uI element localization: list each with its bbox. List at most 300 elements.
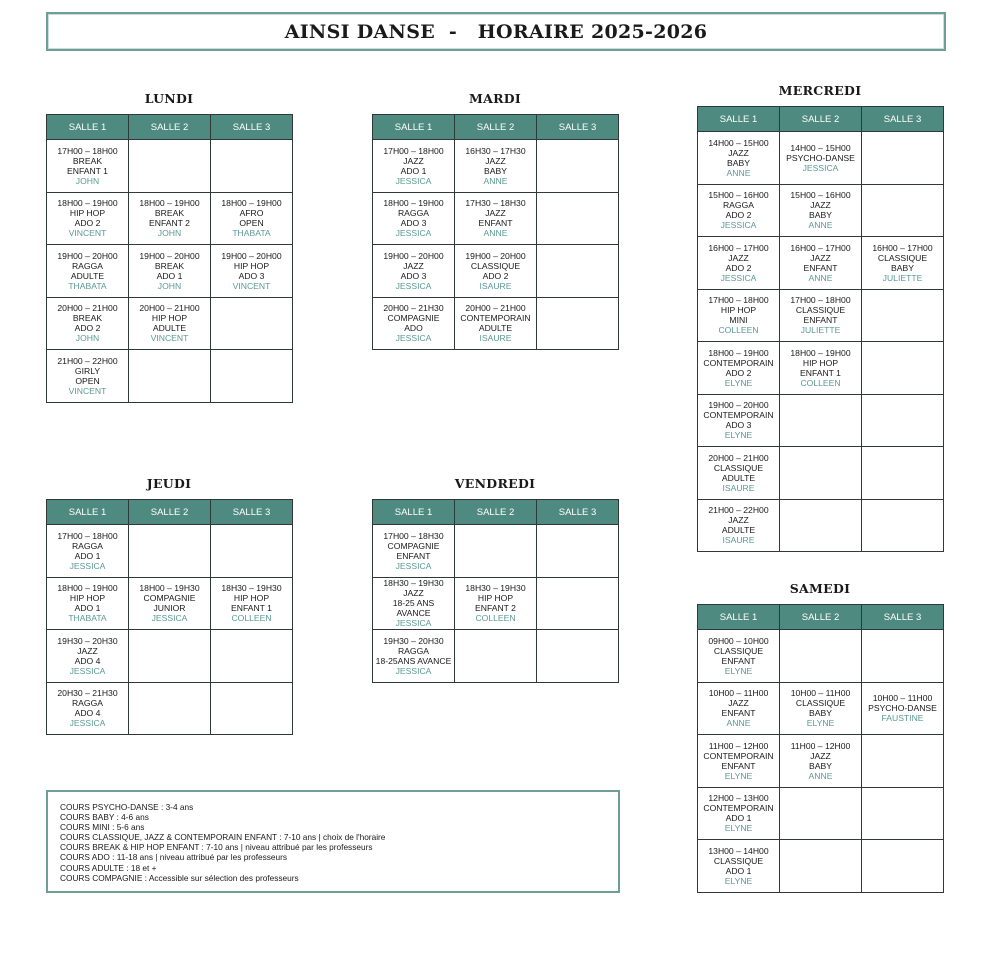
- class-course: JAZZ: [485, 208, 506, 219]
- class-time: 11H00 – 12H00: [790, 740, 851, 751]
- class-time: 17H00 – 18H00: [790, 295, 851, 306]
- room-header: SALLE 2: [455, 500, 537, 525]
- class-course: HIP HOP: [151, 313, 188, 324]
- empty-cell: [862, 342, 944, 395]
- empty-cell: [455, 525, 537, 578]
- legend-line: COURS CLASSIQUE, JAZZ & CONTEMPORAIN ENFANT : 7-10 ans | choix de l'horaire: [60, 832, 386, 843]
- class-level: ADO 3: [400, 270, 427, 281]
- schedule-table-mardi: [372, 114, 619, 350]
- empty-cell: [862, 735, 944, 788]
- class-level: ADO 2: [725, 262, 752, 273]
- class-course: HIP HOP: [69, 208, 106, 219]
- room-header: SALLE 1: [698, 107, 780, 132]
- class-course: JAZZ: [728, 698, 749, 709]
- class-course: PSYCHO-DANSE: [868, 703, 937, 714]
- schedule-table-lundi: [46, 114, 293, 403]
- class-cell: [698, 499, 780, 552]
- class-course: JAZZ: [485, 155, 506, 166]
- class-course: CLASSIQUE: [795, 698, 846, 709]
- class-teacher: JESSICA: [69, 718, 106, 729]
- class-cell: [780, 735, 862, 788]
- class-course: JAZZ: [403, 260, 424, 271]
- class-cell: [47, 525, 129, 578]
- empty-cell: [129, 140, 211, 193]
- class-teacher: JESSICA: [395, 280, 432, 291]
- class-cell: [129, 577, 211, 630]
- class-time: 16H00 – 17H00: [708, 242, 769, 253]
- class-teacher: THABATA: [68, 613, 107, 624]
- class-teacher: JESSICA: [395, 560, 432, 571]
- class-cell: [47, 297, 129, 350]
- class-cell: [211, 577, 293, 630]
- empty-cell: [862, 184, 944, 237]
- class-course: BREAK: [154, 208, 185, 219]
- empty-cell: [862, 132, 944, 185]
- empty-cell: [780, 499, 862, 552]
- class-level: ENFANT 1: [67, 165, 108, 176]
- room-header: SALLE 1: [698, 605, 780, 630]
- class-teacher: JESSICA: [395, 175, 432, 186]
- class-time: 19H00 – 20H00: [139, 250, 200, 261]
- class-cell: [455, 577, 537, 630]
- room-header: SALLE 3: [862, 605, 944, 630]
- class-teacher: ELYNE: [724, 665, 753, 676]
- class-extra: AVANCE: [396, 608, 431, 619]
- empty-cell: [537, 245, 619, 298]
- class-cell: [698, 447, 780, 500]
- class-time: 16H30 – 17H30: [465, 145, 526, 156]
- class-course: HIP HOP: [720, 305, 757, 316]
- class-teacher: VINCENT: [68, 385, 107, 396]
- room-header: SALLE 1: [373, 500, 455, 525]
- day-title-jeudi: JEUDI: [146, 476, 192, 491]
- class-teacher: JOHN: [75, 333, 100, 344]
- class-cell: [47, 140, 129, 193]
- class-level: ENFANT: [803, 315, 838, 326]
- empty-cell: [129, 682, 211, 735]
- class-level: 18-25ANS AVANCE: [375, 655, 452, 666]
- class-teacher: ANNE: [483, 175, 508, 186]
- class-level: ADO: [404, 323, 423, 334]
- class-level: ENFANT: [721, 655, 756, 666]
- class-cell: [698, 682, 780, 735]
- class-level: BABY: [484, 165, 507, 176]
- class-teacher: JOHN: [157, 280, 182, 291]
- class-level: OPEN: [239, 218, 264, 229]
- room-header: SALLE 1: [47, 115, 129, 140]
- empty-cell: [862, 289, 944, 342]
- class-course: BREAK: [72, 313, 103, 324]
- class-level: MINI: [729, 315, 748, 326]
- class-teacher: JESSICA: [69, 665, 106, 676]
- class-time: 10H00 – 11H00: [872, 693, 933, 704]
- class-course: RAGGA: [397, 208, 430, 219]
- class-time: 19H00 – 20H00: [708, 400, 769, 411]
- class-cell: [373, 140, 455, 193]
- class-course: AFRO: [239, 208, 264, 219]
- class-course: CONTEMPORAIN: [703, 803, 774, 814]
- class-level: ADO 1: [725, 865, 752, 876]
- empty-cell: [211, 682, 293, 735]
- class-teacher: JESSICA: [802, 162, 839, 173]
- class-cell: [129, 297, 211, 350]
- class-time: 18H30 – 19H30: [465, 583, 526, 594]
- class-time: 18H00 – 19H00: [57, 198, 118, 209]
- class-time: 18H00 – 19H00: [139, 198, 200, 209]
- legend-line: COURS ADULTE : 18 et +: [60, 862, 157, 873]
- class-teacher: JESSICA: [395, 228, 432, 239]
- class-time: 20H00 – 21H00: [139, 303, 200, 314]
- class-cell: [698, 184, 780, 237]
- room-header: SALLE 2: [455, 115, 537, 140]
- schedule-table-mercredi: [697, 106, 944, 552]
- class-time: 17H00 – 18H00: [708, 295, 769, 306]
- class-cell: [780, 237, 862, 290]
- class-teacher: COLLEEN: [231, 613, 272, 624]
- class-course: CONTEMPORAIN: [460, 313, 531, 324]
- class-level: BABY: [727, 157, 750, 168]
- class-level: JUNIOR: [153, 603, 186, 614]
- room-header: SALLE 2: [129, 500, 211, 525]
- class-teacher: VINCENT: [150, 333, 189, 344]
- class-course: CLASSIQUE: [877, 252, 928, 263]
- class-time: 19H00 – 20H00: [465, 250, 526, 261]
- class-level: BABY: [809, 760, 832, 771]
- class-level: ADO 3: [400, 218, 427, 229]
- class-teacher: JOHN: [75, 175, 100, 186]
- class-time: 12H00 – 13H00: [708, 793, 769, 804]
- class-teacher: ELYNE: [724, 823, 753, 834]
- class-cell: [47, 245, 129, 298]
- class-cell: [211, 245, 293, 298]
- room-header: SALLE 3: [862, 107, 944, 132]
- class-course: CONTEMPORAIN: [703, 750, 774, 761]
- page-title: AINSI DANSE - HORAIRE 2025-2026: [284, 20, 708, 43]
- class-level: BABY: [809, 708, 832, 719]
- class-time: 13H00 – 14H00: [708, 845, 769, 856]
- class-cell: [373, 192, 455, 245]
- class-teacher: ISAURE: [479, 280, 512, 291]
- class-cell: [698, 237, 780, 290]
- class-time: 15H00 – 16H00: [708, 190, 769, 201]
- class-time: 18H00 – 19H00: [383, 198, 444, 209]
- class-cell: [47, 682, 129, 735]
- class-time: 20H00 – 21H00: [708, 452, 769, 463]
- class-level: ENFANT 1: [231, 603, 272, 614]
- class-time: 14H00 – 15H00: [790, 142, 851, 153]
- class-time: 17H00 – 18H30: [383, 530, 444, 541]
- class-cell: [373, 630, 455, 683]
- class-level: 18-25 ANS: [392, 598, 435, 609]
- class-teacher: ELYNE: [806, 718, 835, 729]
- class-cell: [373, 525, 455, 578]
- class-cell: [698, 342, 780, 395]
- class-cell: [129, 192, 211, 245]
- class-time: 19H30 – 20H30: [57, 635, 118, 646]
- class-course: HIP HOP: [477, 593, 514, 604]
- class-level: ADO 4: [74, 655, 101, 666]
- class-time: 10H00 – 11H00: [708, 688, 769, 699]
- class-level: ADULTE: [721, 472, 756, 483]
- class-level: ADULTE: [152, 323, 187, 334]
- title-banner: [46, 12, 946, 51]
- class-time: 21H00 – 22H00: [708, 505, 769, 516]
- class-teacher: JULIETTE: [800, 325, 841, 336]
- class-time: 19H00 – 20H00: [57, 250, 118, 261]
- class-level: ADO 3: [238, 270, 265, 281]
- class-time: 21H00 – 22H00: [57, 355, 118, 366]
- class-cell: [698, 735, 780, 788]
- day-title-mercredi: MERCREDI: [778, 83, 862, 98]
- day-title-samedi: SAMEDI: [789, 581, 851, 596]
- class-level: ENFANT: [396, 550, 431, 561]
- class-time: 20H00 – 21H00: [57, 303, 118, 314]
- day-title-mardi: MARDI: [468, 91, 522, 106]
- class-cell: [698, 132, 780, 185]
- class-teacher: FAUSTINE: [881, 713, 924, 724]
- legend-box: [46, 790, 620, 893]
- class-level: ADO 1: [74, 550, 101, 561]
- empty-cell: [537, 525, 619, 578]
- class-level: ADO 1: [725, 813, 752, 824]
- class-teacher: VINCENT: [68, 228, 107, 239]
- class-level: ADULTE: [721, 525, 756, 536]
- class-course: COMPAGNIE: [387, 313, 440, 324]
- class-level: ENFANT 2: [149, 218, 190, 229]
- class-teacher: THABATA: [232, 228, 271, 239]
- class-level: ADO 2: [725, 367, 752, 378]
- schedule-table-samedi: [697, 604, 944, 893]
- class-course: JAZZ: [810, 750, 831, 761]
- class-teacher: JESSICA: [151, 613, 188, 624]
- class-teacher: ELYNE: [724, 377, 753, 388]
- class-time: 18H00 – 19H00: [221, 198, 282, 209]
- room-header: SALLE 3: [211, 115, 293, 140]
- class-course: JAZZ: [728, 252, 749, 263]
- class-course: PSYCHO-DANSE: [786, 152, 855, 163]
- empty-cell: [455, 630, 537, 683]
- class-time: 18H00 – 19H00: [790, 347, 851, 358]
- class-teacher: ISAURE: [722, 535, 755, 546]
- class-cell: [47, 350, 129, 403]
- class-cell: [47, 192, 129, 245]
- class-course: JAZZ: [77, 645, 98, 656]
- empty-cell: [537, 630, 619, 683]
- empty-cell: [537, 577, 619, 630]
- class-level: ADO 2: [74, 323, 101, 334]
- class-level: BABY: [891, 262, 914, 273]
- class-time: 14H00 – 15H00: [708, 137, 769, 148]
- class-cell: [780, 682, 862, 735]
- class-level: ADULTE: [478, 323, 513, 334]
- class-course: RAGGA: [722, 200, 755, 211]
- class-level: ENFANT: [478, 218, 513, 229]
- class-level: ADO 1: [400, 165, 427, 176]
- class-level: ADO 2: [74, 218, 101, 229]
- class-teacher: COLLEEN: [475, 613, 516, 624]
- class-cell: [47, 577, 129, 630]
- class-cell: [129, 245, 211, 298]
- class-teacher: ELYNE: [724, 875, 753, 886]
- legend-line: COURS BABY : 4-6 ans: [60, 812, 149, 823]
- class-course: RAGGA: [71, 260, 104, 271]
- class-teacher: VINCENT: [232, 280, 271, 291]
- empty-cell: [211, 140, 293, 193]
- class-level: ADULTE: [70, 270, 105, 281]
- empty-cell: [862, 447, 944, 500]
- class-cell: [455, 245, 537, 298]
- class-course: CONTEMPORAIN: [703, 357, 774, 368]
- room-header: SALLE 3: [211, 500, 293, 525]
- class-time: 19H00 – 20H00: [383, 250, 444, 261]
- empty-cell: [129, 630, 211, 683]
- class-teacher: ANNE: [808, 220, 833, 231]
- class-level: ADO 4: [74, 708, 101, 719]
- class-course: BREAK: [72, 155, 103, 166]
- class-course: RAGGA: [397, 645, 430, 656]
- class-time: 18H00 – 19H00: [57, 583, 118, 594]
- empty-cell: [780, 787, 862, 840]
- empty-cell: [862, 499, 944, 552]
- class-course: JAZZ: [728, 147, 749, 158]
- class-cell: [862, 237, 944, 290]
- class-level: ENFANT: [721, 708, 756, 719]
- empty-cell: [537, 192, 619, 245]
- class-teacher: COLLEEN: [718, 325, 759, 336]
- class-level: ADO 3: [725, 420, 752, 431]
- room-header: SALLE 1: [47, 500, 129, 525]
- class-teacher: JESSICA: [69, 560, 106, 571]
- class-course: JAZZ: [810, 252, 831, 263]
- class-course: JAZZ: [403, 155, 424, 166]
- class-level: ADO 1: [74, 603, 101, 614]
- class-cell: [698, 840, 780, 893]
- class-level: ENFANT 2: [475, 603, 516, 614]
- class-time: 19H00 – 20H00: [221, 250, 282, 261]
- class-level: BABY: [809, 210, 832, 221]
- class-course: COMPAGNIE: [143, 593, 196, 604]
- class-teacher: ANNE: [726, 718, 751, 729]
- empty-cell: [211, 630, 293, 683]
- empty-cell: [862, 840, 944, 893]
- room-header: SALLE 3: [537, 115, 619, 140]
- class-course: CLASSIQUE: [470, 260, 521, 271]
- class-course: JAZZ: [728, 515, 749, 526]
- class-level: ADO 2: [482, 270, 509, 281]
- class-course: JAZZ: [403, 588, 424, 599]
- class-time: 18H30 – 19H30: [221, 583, 282, 594]
- class-level: ADO 2: [725, 210, 752, 221]
- class-course: COMPAGNIE: [387, 540, 440, 551]
- class-teacher: JESSICA: [720, 272, 757, 283]
- class-time: 16H00 – 17H00: [872, 242, 933, 253]
- empty-cell: [862, 394, 944, 447]
- class-level: OPEN: [75, 375, 100, 386]
- class-course: BREAK: [154, 260, 185, 271]
- empty-cell: [537, 297, 619, 350]
- day-title-lundi: LUNDI: [144, 91, 194, 106]
- class-teacher: ANNE: [483, 228, 508, 239]
- empty-cell: [129, 525, 211, 578]
- class-course: HIP HOP: [802, 357, 839, 368]
- class-time: 09H00 – 10H00: [708, 635, 769, 646]
- empty-cell: [211, 350, 293, 403]
- class-course: CONTEMPORAIN: [703, 410, 774, 421]
- class-teacher: JULIETTE: [882, 272, 923, 283]
- empty-cell: [780, 394, 862, 447]
- class-teacher: JOHN: [157, 228, 182, 239]
- class-cell: [373, 297, 455, 350]
- class-time: 20H00 – 21H00: [465, 303, 526, 314]
- room-header: SALLE 2: [780, 605, 862, 630]
- legend-line: COURS BREAK & HIP HOP ENFANT : 7-10 ans | niveau attribué par les professeurs: [60, 842, 373, 853]
- class-time: 20H30 – 21H30: [57, 688, 118, 699]
- class-cell: [862, 682, 944, 735]
- class-teacher: ANNE: [808, 272, 833, 283]
- class-time: 19H30 – 20H30: [383, 635, 444, 646]
- class-course: CLASSIQUE: [713, 645, 764, 656]
- empty-cell: [211, 525, 293, 578]
- class-time: 17H30 – 18H30: [465, 198, 526, 209]
- schedule-table-vendredi: [372, 499, 619, 683]
- class-course: RAGGA: [71, 540, 104, 551]
- room-header: SALLE 3: [537, 500, 619, 525]
- class-teacher: ANNE: [726, 167, 751, 178]
- class-cell: [455, 140, 537, 193]
- class-course: CLASSIQUE: [713, 462, 764, 473]
- class-course: HIP HOP: [233, 593, 270, 604]
- class-teacher: JESSICA: [395, 618, 432, 629]
- class-time: 18H00 – 19H30: [139, 583, 200, 594]
- class-time: 17H00 – 18H00: [57, 145, 118, 156]
- class-level: ADO 1: [156, 270, 183, 281]
- empty-cell: [537, 140, 619, 193]
- class-cell: [455, 192, 537, 245]
- class-teacher: JESSICA: [720, 220, 757, 231]
- class-course: CLASSIQUE: [713, 855, 764, 866]
- class-level: ENFANT: [803, 262, 838, 273]
- class-time: 17H00 – 18H00: [383, 145, 444, 156]
- class-teacher: COLLEEN: [800, 377, 841, 388]
- class-time: 20H00 – 21H30: [383, 303, 444, 314]
- class-course: CLASSIQUE: [795, 305, 846, 316]
- legend-line: COURS PSYCHO-DANSE : 3-4 ans: [60, 802, 194, 812]
- empty-cell: [780, 840, 862, 893]
- empty-cell: [129, 350, 211, 403]
- class-cell: [455, 297, 537, 350]
- class-cell: [211, 192, 293, 245]
- class-time: 10H00 – 11H00: [790, 688, 851, 699]
- class-cell: [373, 577, 455, 630]
- class-teacher: JESSICA: [395, 665, 432, 676]
- class-cell: [698, 630, 780, 683]
- class-course: RAGGA: [71, 698, 104, 709]
- class-time: 16H00 – 17H00: [790, 242, 851, 253]
- empty-cell: [780, 447, 862, 500]
- class-time: 11H00 – 12H00: [708, 740, 769, 751]
- room-header: SALLE 2: [780, 107, 862, 132]
- class-cell: [780, 184, 862, 237]
- class-cell: [373, 245, 455, 298]
- class-time: 18H00 – 19H00: [708, 347, 769, 358]
- class-cell: [780, 132, 862, 185]
- class-teacher: JESSICA: [395, 333, 432, 344]
- class-teacher: ISAURE: [479, 333, 512, 344]
- room-header: SALLE 2: [129, 115, 211, 140]
- class-cell: [780, 289, 862, 342]
- class-level: ENFANT 1: [800, 367, 841, 378]
- class-cell: [698, 289, 780, 342]
